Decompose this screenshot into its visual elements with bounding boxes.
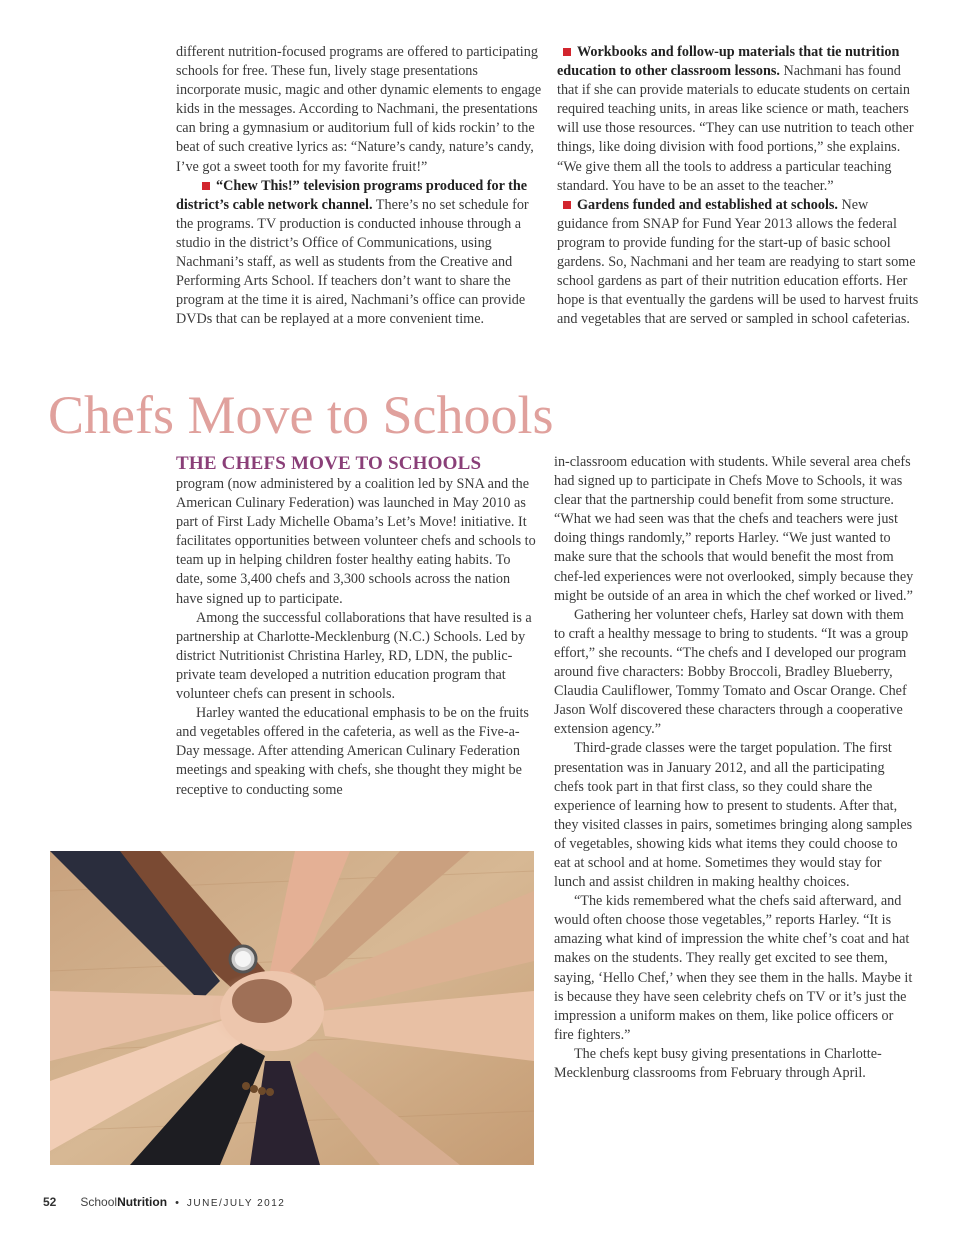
bullet-heading: Workbooks and follow-up materials that tie nutrition education to other classroom lessons. (557, 44, 900, 80)
magazine-name-part2: Nutrition (117, 1195, 168, 1209)
bullet-text: New guidance from SNAP for Fund Year 2013 allows the federal program to provide funding for the start-up of basic school gardens. So, Nachmani and her team are readying to start some school gardens as part of their nutrition education efforts. Her hope is that eventually the gardens will be used to harvest fruits and vegetables that are served or sampled in school cafeterias. (557, 196, 919, 328)
red-square-bullet-icon (563, 48, 571, 56)
paragraph: in-classroom education with students. While several area chefs had signed up to participate in Chefs Move to Schools, it was clear that the partnership could benefit from some structure. “What we had seen was that the chefs and teachers were just doing things randomly,” reports Harley. “We just wanted to make sure that the schools that would benefit the most from chef-led experiences were not overlooked, simply because they might be outside of an area in which the chef worked or lived.” (554, 454, 914, 604)
magazine-name-part1: School (80, 1195, 118, 1209)
bullet-text: Nachmani has found that if she can provide materials to educate students on certain required teaching units, in areas like science or math, teachers will use those resources. “They can use nutrition to teach other things, like doing division with food portions,” she explains. “We give them all the tools to address a particular teaching standard. You have to be an asset to the teacher.” (557, 63, 914, 194)
top-right-column (557, 43, 919, 329)
bullet-heading: “Chew This!” television programs produced for the district’s cable network channel. (176, 177, 528, 213)
paragraph: Harley wanted the educational emphasis to be on the fruits and vegetables offered in the cafeteria, as well as the Five-a-Day message. After attending American Culinary Federation meetings and speaking with chefs, she thought they might be receptive to conducting some (176, 705, 529, 798)
paragraph: The chefs kept busy giving presentations in Charlotte-Mecklenburg classrooms from February through April. (554, 1045, 882, 1081)
footer-separator: • (175, 1197, 179, 1209)
issue-date: JUNE/JULY 2012 (186, 1198, 286, 1209)
stacked-hands-photo (50, 851, 534, 1165)
page-footer (43, 1195, 285, 1209)
bullet-paragraph (176, 177, 542, 330)
bullet-paragraph (557, 196, 919, 330)
red-square-bullet-icon (563, 201, 571, 209)
page-number: 52 (43, 1195, 57, 1209)
red-square-bullet-icon (202, 182, 210, 190)
bullet-heading: Gardens funded and established at schools. (577, 196, 838, 213)
paragraph: Third-grade classes were the target population. The first presentation was in January 2012, and all the participating chefs took part in that first class, so they could share the experience of learning how to present to students. After that, they visited classes in pairs, sometimes bringing along samples of vegetables, showing kids what items they could choose to eat at school and at home. Sometimes they would stay for lunch and assist children in making healthy choices. (554, 740, 913, 891)
top-left-column (176, 43, 542, 329)
article-left-column (176, 453, 536, 800)
paragraph: different nutrition-focused programs are offered to participating schools for free. These fun, lively stage presentations incorporate music, magic and other dynamic elements to engage kids in the messages. According to Nachmani, the presentations can bring a gymnasium or auditorium full of kids rockin’ to the beat of such creative lyrics as: “Nature’s candy, nature’s candy, I’ve got a sweet tooth for my favorite fruit!” (176, 44, 542, 175)
paragraph: “The kids remembered what the chefs said afterward, and would often choose those vegetables,” reports Harley. “It is amazing what kind of impression the white chef’s coat and hat makes on the students. They really get excited to see them, saying, ‘Hello Chef,’ when they see them in the halls. Maybe it is because they have seen celebrity chefs on TV or it’s just the impression a uniform makes on them, like police officers or fire fighters.” (554, 893, 913, 1043)
paragraph: Gathering her volunteer chefs, Harley sat down with them to craft a healthy message to bring to students. “It was a group effort,” she recounts. “The chefs and I developed our program around five characters: Bobby Broccoli, Bradley Blueberry, Claudia Cauliflower, Tommy Tomato and Oscar Orange. Chef Jason Wolf discovered these characters through a cooperative extension agency.” (554, 606, 909, 738)
section-title: Chefs Move to Schools (48, 385, 554, 445)
bullet-paragraph (557, 43, 919, 196)
run-in-heading: THE CHEFS MOVE TO SCHOOLS (176, 453, 482, 474)
paragraph: Among the successful collaborations that have resulted is a partnership at Charlotte-Mecklenburg (N.C.) Schools. Led by district Nutritionist Christina Harley, RD, LDN, the public-private team developed a nutrition education program that volunteer chefs can present in schools. (176, 609, 532, 703)
paragraph: program (now administered by a coalition led by SNA and the American Culinary Federation) was launched in May 2010 as part of First Lady Michelle Obama’s Let’s Move! initiative. It facilitates opportunities between volunteer chefs and schools to team up in helping children foster healthy eating habits. To date, some 3,400 chefs and 3,300 schools across the nation have signed up to participate. (176, 476, 536, 607)
article-right-column (554, 453, 916, 1083)
bullet-text: There’s no set schedule for the programs. TV production is conducted inhouse through a studio in the district’s Office of Communications, using Nachmani’s staff, as well as students from the Creative and Performing Arts School. If teachers don’t want to share the program at the time it is aired, Nachmani’s office can provide DVDs that can be replayed at a more convenient time. (176, 196, 529, 328)
